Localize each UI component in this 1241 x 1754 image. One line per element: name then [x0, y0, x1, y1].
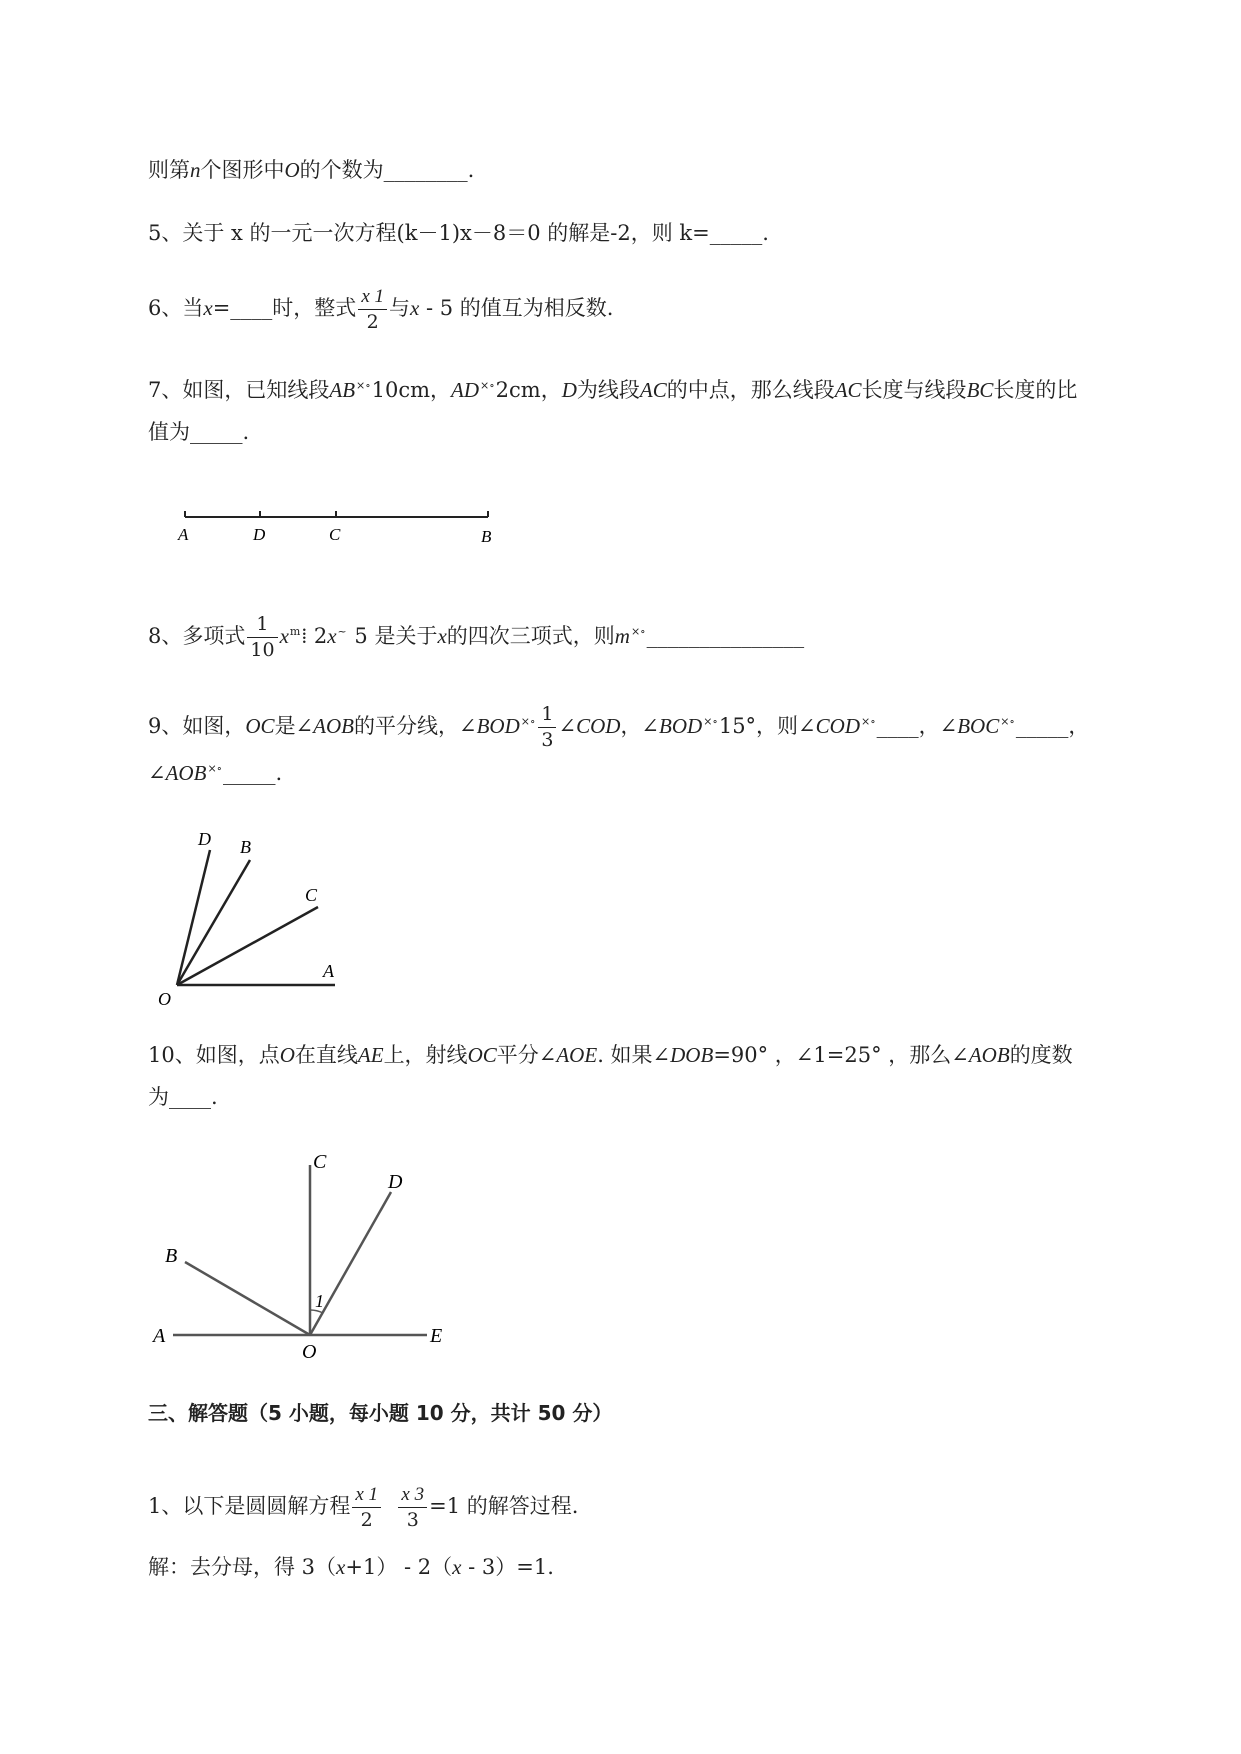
- label-a: A: [323, 961, 334, 981]
- fraction: $\frac{x 1}{2}$: [352, 1485, 381, 1530]
- question-10-line-1: 10、如图，点O在直线AE上，射线OC平分∠AOE. 如果∠DOB=90° ，∠1=25° ，那么∠AOB的度数: [148, 1043, 1073, 1067]
- angle-figure-q10: [145, 1150, 465, 1370]
- label-a: A: [153, 1325, 166, 1347]
- fraction: $\frac{1}{10}$: [247, 615, 277, 660]
- solve-question-1: 1、以下是圆圆解方程 $\frac{x 1}{2}$ $\frac{x 3}{3}$ =1 的解答过程.: [148, 1484, 579, 1531]
- question-10-line-2: 为____.: [148, 1085, 218, 1109]
- question-7-line-2: 值为_____.: [148, 420, 250, 444]
- label-c: C: [305, 885, 318, 905]
- label-e: E: [430, 1325, 443, 1347]
- label-d: D: [198, 829, 211, 849]
- fraction: $\frac{x 3}{3}$: [398, 1485, 427, 1530]
- label-c: C: [329, 525, 341, 544]
- ray-od: [177, 850, 210, 985]
- segment-figure: [170, 505, 500, 555]
- label-d: D: [253, 525, 266, 544]
- label-c: C: [313, 1151, 327, 1173]
- ray-ob: [185, 1262, 310, 1335]
- question-9-line-2: ∠AOB×∘_____.: [148, 761, 283, 785]
- label-b: B: [240, 837, 251, 857]
- question-6: 6、当x=____时，整式 $\frac{x 1}{2}$ 与x - 5 的值互为相反数.: [148, 286, 614, 333]
- label-d: D: [388, 1171, 403, 1193]
- question-9-line-1: 9、如图，OC是∠AOB的平分线，∠BOD×∘ $\frac{1}{3}$ ∠COD，∠BOD×∘15°，则∠COD×∘____，∠BOC×∘_____，: [148, 703, 1090, 751]
- solve-question-1-solution: 解：去分母，得 3（x+1） - 2（x - 3）=1.: [148, 1555, 554, 1579]
- fraction: $\frac{x 1}{2}$: [358, 287, 387, 332]
- label-1: 1: [315, 1291, 324, 1311]
- question-7-line-1: 7、如图，已知线段AB×∘10cm，AD×∘2cm，D为线段AC的中点，那么线段AC长度与线段BC长度的比: [148, 378, 1078, 402]
- label-o: O: [302, 1341, 317, 1363]
- label-b: B: [165, 1245, 178, 1267]
- question-5: 5、关于 x 的一元一次方程(k－1)x－8＝0 的解是-2，则 k=_____.: [148, 221, 769, 245]
- label-b: B: [481, 527, 492, 546]
- question-8: 8、多项式 $\frac{1}{10}$ $x^m⁞$ 2x~ 5 是关于x的四次三项式，则m×∘_______________: [148, 613, 805, 661]
- angle-figure-q9: [150, 825, 350, 1010]
- q4-line: 则第n个图形中O的个数为________.: [148, 158, 475, 182]
- ray-ob: [177, 860, 250, 985]
- fraction: $\frac{1}{3}$: [538, 705, 556, 750]
- ray-oc: [177, 907, 318, 985]
- label-o: O: [158, 989, 171, 1009]
- label-a: A: [178, 525, 189, 544]
- ray-od: [310, 1192, 391, 1335]
- section-3-title: 三、解答题（5 小题，每小题 10 分，共计 50 分）: [148, 1401, 613, 1425]
